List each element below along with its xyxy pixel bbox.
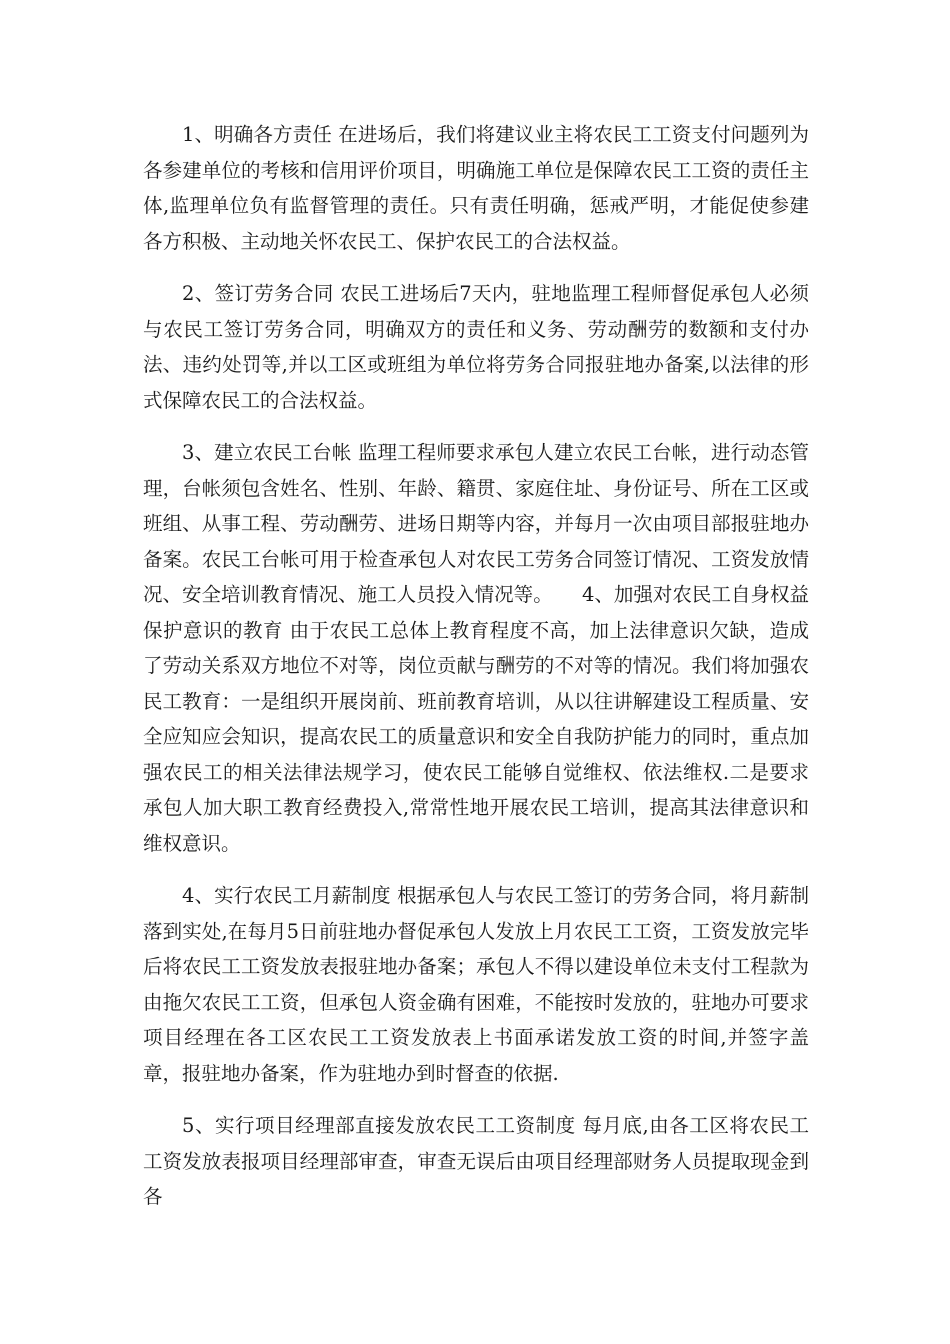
paragraph-5: 5、实行项目经理部直接发放农民工工资制度 每月底,由各工区将农民工工资发放表报项目经理部审查，审查无误后由项目经理部财务人员提取现金到各 bbox=[143, 1114, 809, 1208]
document-body bbox=[143, 117, 809, 1232]
paragraph-2: 2、签订劳务合同 农民工进场后7天内，驻地监理工程师督促承包人必须与农民工签订劳务合同，明确双方的责任和义务、劳动酬劳的数额和支付办法、违约处罚等,并以工区或班组为单位将劳务合同报驻地办备案,以法律的形式保障农民工的合法权益。 bbox=[143, 282, 809, 412]
paragraph-4: 4、实行农民工月薪制度 根据承包人与农民工签订的劳务合同，将月薪制落到实处,在每月5日前驻地办督促承包人发放上月农民工工资，工资发放完毕后将农民工工资发放表报驻地办备案；承包人不得以建设单位未支付工程款为由拖欠农民工工资，但承包人资金确有困难，不能按时发放的，驻地办可要求项目经理在各工区农民工工资发放表上书面承诺发放工资的时间,并签字盖章，报驻地办备案，作为驻地办到时督查的依据. bbox=[143, 884, 809, 1085]
paragraph-3: 3、建立农民工台帐 监理工程师要求承包人建立农民工台帐，进行动态管理，台帐须包含姓名、性别、年龄、籍贯、家庭住址、身份证号、所在工区或班组、从事工程、劳动酬劳、进场日期等内容，并每月一次由项目部报驻地办备案。农民工台帐可用于检查承包人对农民工劳务合同签订情况、工资发放情况、安全培训教育情况、施工人员投入情况等。 4、加强对农民工自身权益保护意识的教育 由于农民工总体上教育程度不高，加上法律意识欠缺，造成了劳动关系双方地位不对等，岗位贡献与酬劳的不对等的情况。我们将加强农民工教育：一是组织开展岗前、班前教育培训，从以往讲解建设工程质量、安全应知应会知识，提高农民工的质量意识和安全自我防护能力的同时，重点加强农民工的相关法律法规学习，使农民工能够自觉维权、依法维权.二是要求承包人加大职工教育经费投入,常常性地开展农民工培训，提高其法律意识和维权意识。 bbox=[143, 441, 809, 855]
paragraph-1: 1、明确各方责任 在进场后，我们将建议业主将农民工工资支付问题列为各参建单位的考核和信用评价项目，明确施工单位是保障农民工工资的责任主体,监理单位负有监督管理的责任。只有责任明确，惩戒严明，才能促使参建各方积极、主动地关怀农民工、保护农民工的合法权益。 bbox=[143, 123, 809, 253]
